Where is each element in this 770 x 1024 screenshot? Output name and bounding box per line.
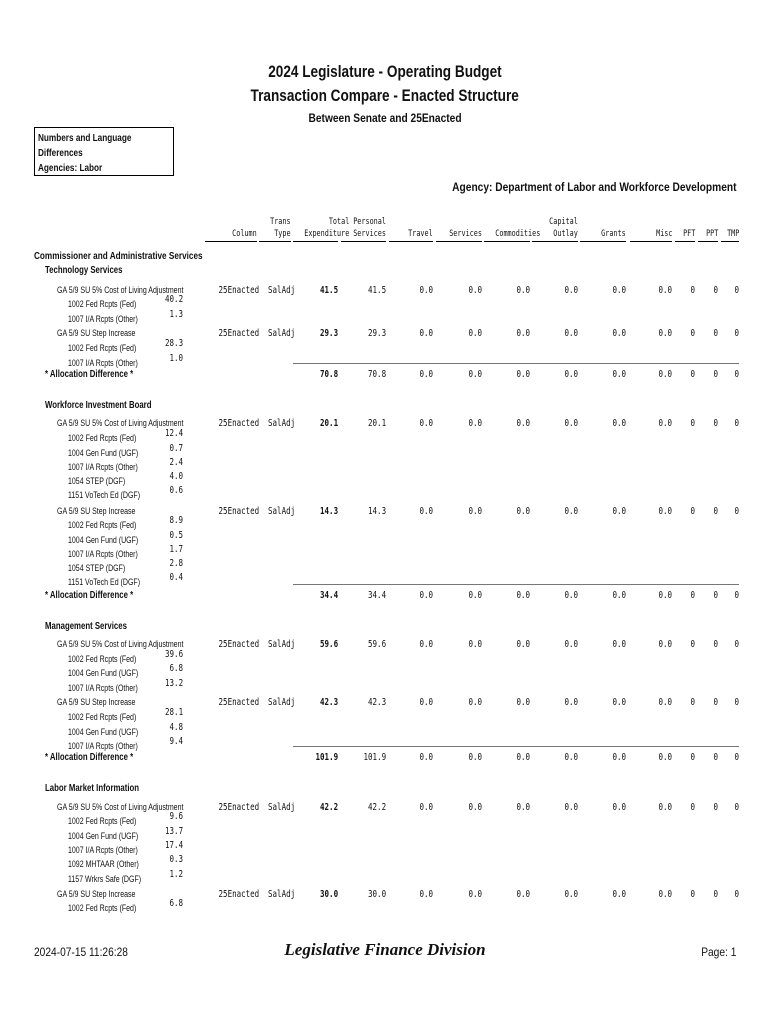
cell-tmp: 0: [734, 889, 739, 900]
allocation-difference-label: * Allocation Difference *: [45, 752, 134, 763]
fund-amount: 12.4: [164, 428, 183, 439]
cell-column: 25Enacted: [218, 697, 260, 708]
cell-pft: 0: [690, 506, 695, 517]
fund-amount: 6.8: [169, 898, 183, 909]
cell-travel: 0.0: [419, 285, 433, 296]
fund-amount: 17.4: [164, 840, 183, 851]
cell-pft: 0: [690, 285, 695, 296]
column-header-column: Column: [205, 228, 257, 242]
cell-misc: 0.0: [658, 889, 672, 900]
footer-division-logo: Legislative Finance Division: [284, 940, 486, 959]
cell-personal: 70.8: [367, 369, 386, 380]
cell-misc: 0.0: [658, 285, 672, 296]
cell-commodities: 0.0: [516, 328, 530, 339]
cell-pft: 0: [690, 418, 695, 429]
cell-travel: 0.0: [419, 590, 433, 601]
transaction-name: GA 5/9 SU Step Increase: [57, 889, 136, 899]
cell-misc: 0.0: [658, 752, 672, 763]
fund-source: 1002 Fed Rcpts (Fed): [68, 433, 137, 443]
fund-source: 1007 I/A Rcpts (Other): [68, 549, 138, 559]
cell-ppt: 0: [713, 639, 718, 650]
cell-travel: 0.0: [419, 418, 433, 429]
allocation-rule: [293, 363, 739, 364]
cell-tmp: 0: [734, 285, 739, 296]
column-header-capital: Capital Outlay: [532, 216, 578, 242]
cell-capital: 0.0: [564, 369, 578, 380]
cell-travel: 0.0: [419, 506, 433, 517]
fund-amount: 28.1: [164, 707, 183, 718]
cell-travel: 0.0: [419, 889, 433, 900]
cell-column: 25Enacted: [218, 506, 260, 517]
column-header-ppt: PPT: [698, 228, 718, 242]
fund-source: 1007 I/A Rcpts (Other): [68, 462, 138, 472]
cell-ppt: 0: [713, 285, 718, 296]
cell-capital: 0.0: [564, 328, 578, 339]
cell-personal: 29.3: [367, 328, 386, 339]
cell-column: 25Enacted: [218, 889, 260, 900]
cell-grants: 0.0: [612, 285, 626, 296]
cell-total: 42.2: [319, 802, 338, 813]
cell-ppt: 0: [713, 328, 718, 339]
column-header-personal: Personal Services: [341, 216, 386, 242]
cell-capital: 0.0: [564, 802, 578, 813]
cell-column: 25Enacted: [218, 418, 260, 429]
fund-amount: 2.8: [169, 558, 183, 569]
cell-misc: 0.0: [658, 369, 672, 380]
fund-source: 1007 I/A Rcpts (Other): [68, 683, 138, 693]
column-header-services: Services: [436, 228, 482, 242]
cell-grants: 0.0: [612, 418, 626, 429]
cell-services: 0.0: [468, 889, 482, 900]
fund-amount: 1.3: [169, 309, 183, 320]
fund-source: 1054 STEP (DGF): [68, 476, 126, 486]
allocation-rule: [293, 746, 739, 747]
cell-pft: 0: [690, 328, 695, 339]
cell-total: 70.8: [319, 369, 338, 380]
fund-amount: 1.2: [169, 869, 183, 880]
cell-commodities: 0.0: [516, 418, 530, 429]
cell-misc: 0.0: [658, 590, 672, 601]
cell-column: 25Enacted: [218, 802, 260, 813]
fund-source: 1002 Fed Rcpts (Fed): [68, 520, 137, 530]
cell-travel: 0.0: [419, 639, 433, 650]
transaction-name: GA 5/9 SU 5% Cost of Living Adjustment: [57, 285, 184, 295]
cell-total: 30.0: [319, 889, 338, 900]
cell-pft: 0: [690, 802, 695, 813]
cell-capital: 0.0: [564, 752, 578, 763]
cell-grants: 0.0: [612, 590, 626, 601]
cell-ppt: 0: [713, 889, 718, 900]
fund-amount: 6.8: [169, 663, 183, 674]
fund-amount: 28.3: [164, 338, 183, 349]
subsection-title: Technology Services: [45, 265, 123, 276]
allocation-difference-label: * Allocation Difference *: [45, 369, 134, 380]
fund-amount: 2.4: [169, 457, 183, 468]
cell-misc: 0.0: [658, 697, 672, 708]
cell-commodities: 0.0: [516, 285, 530, 296]
cell-ppt: 0: [713, 752, 718, 763]
cell-trans-type: SalAdj: [268, 889, 296, 900]
fund-source: 1007 I/A Rcpts (Other): [68, 314, 138, 324]
cell-grants: 0.0: [612, 369, 626, 380]
cell-tmp: 0: [734, 590, 739, 601]
cell-misc: 0.0: [658, 506, 672, 517]
cell-grants: 0.0: [612, 328, 626, 339]
cell-commodities: 0.0: [516, 506, 530, 517]
cell-grants: 0.0: [612, 506, 626, 517]
fund-source: 1151 VoTech Ed (DGF): [68, 490, 141, 500]
cell-tmp: 0: [734, 328, 739, 339]
column-header-tmp: TMP: [721, 228, 739, 242]
fund-source: 1004 Gen Fund (UGF): [68, 727, 139, 737]
cell-grants: 0.0: [612, 639, 626, 650]
column-header-pft: PFT: [675, 228, 695, 242]
cell-trans-type: SalAdj: [268, 802, 296, 813]
fund-amount: 9.4: [169, 736, 183, 747]
fund-source: 1004 Gen Fund (UGF): [68, 831, 139, 841]
cell-tmp: 0: [734, 802, 739, 813]
fund-amount: 0.4: [169, 572, 183, 583]
info-line: Agencies: Labor: [38, 163, 103, 174]
subsection-title: Management Services: [45, 621, 127, 632]
subsection-title: Labor Market Information: [45, 783, 140, 794]
cell-pft: 0: [690, 889, 695, 900]
allocation-difference-label: * Allocation Difference *: [45, 590, 134, 601]
cell-capital: 0.0: [564, 285, 578, 296]
cell-total: 14.3: [319, 506, 338, 517]
column-header-trans: Trans Type: [259, 216, 291, 242]
cell-ppt: 0: [713, 418, 718, 429]
cell-travel: 0.0: [419, 752, 433, 763]
transaction-name: GA 5/9 SU 5% Cost of Living Adjustment: [57, 639, 184, 649]
fund-source: 1007 I/A Rcpts (Other): [68, 741, 138, 751]
cell-total: 42.3: [319, 697, 338, 708]
cell-services: 0.0: [468, 328, 482, 339]
fund-amount: 13.2: [164, 678, 183, 689]
fund-amount: 4.8: [169, 722, 183, 733]
cell-pft: 0: [690, 639, 695, 650]
cell-services: 0.0: [468, 369, 482, 380]
fund-source: 1007 I/A Rcpts (Other): [68, 845, 138, 855]
cell-pft: 0: [690, 590, 695, 601]
cell-pft: 0: [690, 697, 695, 708]
cell-services: 0.0: [468, 752, 482, 763]
cell-trans-type: SalAdj: [268, 506, 296, 517]
info-line: Differences: [38, 148, 83, 159]
fund-amount: 13.7: [164, 826, 183, 837]
cell-travel: 0.0: [419, 802, 433, 813]
cell-services: 0.0: [468, 506, 482, 517]
cell-trans-type: SalAdj: [268, 328, 296, 339]
fund-source: 1004 Gen Fund (UGF): [68, 535, 139, 545]
fund-amount: 0.5: [169, 530, 183, 541]
cell-total: 20.1: [319, 418, 338, 429]
transaction-name: GA 5/9 SU Step Increase: [57, 697, 136, 707]
fund-source: 1004 Gen Fund (UGF): [68, 668, 139, 678]
fund-source: 1002 Fed Rcpts (Fed): [68, 654, 137, 664]
cell-commodities: 0.0: [516, 369, 530, 380]
fund-amount: 39.6: [164, 649, 183, 660]
cell-total: 59.6: [319, 639, 338, 650]
cell-commodities: 0.0: [516, 697, 530, 708]
cell-commodities: 0.0: [516, 590, 530, 601]
cell-travel: 0.0: [419, 328, 433, 339]
transaction-name: GA 5/9 SU Step Increase: [57, 328, 136, 338]
cell-personal: 41.5: [367, 285, 386, 296]
cell-personal: 34.4: [367, 590, 386, 601]
cell-total: 34.4: [319, 590, 338, 601]
cell-capital: 0.0: [564, 697, 578, 708]
cell-tmp: 0: [734, 752, 739, 763]
cell-travel: 0.0: [419, 369, 433, 380]
fund-amount: 8.9: [169, 515, 183, 526]
agency-heading: Agency: Department of Labor and Workforce Development: [451, 180, 736, 194]
report-subtitle-structure: Transaction Compare - Enacted Structure: [250, 86, 520, 105]
transaction-name: GA 5/9 SU 5% Cost of Living Adjustment: [57, 802, 184, 812]
cell-commodities: 0.0: [516, 639, 530, 650]
column-header-grants: Grants: [580, 228, 626, 242]
cell-grants: 0.0: [612, 697, 626, 708]
fund-source: 1054 STEP (DGF): [68, 563, 126, 573]
cell-ppt: 0: [713, 506, 718, 517]
fund-amount: 0.6: [169, 485, 183, 496]
cell-capital: 0.0: [564, 590, 578, 601]
report-title: 2024 Legislature - Operating Budget: [268, 62, 502, 81]
cell-trans-type: SalAdj: [268, 418, 296, 429]
cell-misc: 0.0: [658, 328, 672, 339]
cell-services: 0.0: [468, 590, 482, 601]
cell-column: 25Enacted: [218, 328, 260, 339]
cell-pft: 0: [690, 752, 695, 763]
fund-amount: 1.0: [169, 353, 183, 364]
cell-trans-type: SalAdj: [268, 697, 296, 708]
cell-ppt: 0: [713, 369, 718, 380]
report-comparison: Between Senate and 25Enacted: [308, 111, 462, 125]
cell-services: 0.0: [468, 802, 482, 813]
cell-capital: 0.0: [564, 506, 578, 517]
cell-services: 0.0: [468, 639, 482, 650]
column-header-total: Total Expenditure: [293, 216, 338, 242]
footer-timestamp: 2024-07-15 11:26:28: [34, 945, 128, 959]
fund-amount: 4.0: [169, 471, 183, 482]
cell-tmp: 0: [734, 369, 739, 380]
filter-info-box: [34, 127, 174, 176]
cell-commodities: 0.0: [516, 889, 530, 900]
info-line: Numbers and Language: [38, 133, 132, 144]
allocation-rule: [293, 584, 739, 585]
fund-source: 1092 MHTAAR (Other): [68, 859, 139, 869]
cell-personal: 101.9: [363, 752, 386, 763]
cell-misc: 0.0: [658, 639, 672, 650]
fund-source: 1157 Wrkrs Safe (DGF): [68, 874, 142, 884]
cell-column: 25Enacted: [218, 285, 260, 296]
footer-page-number: Page: 1: [700, 945, 736, 959]
cell-tmp: 0: [734, 639, 739, 650]
fund-source: 1004 Gen Fund (UGF): [68, 448, 139, 458]
cell-grants: 0.0: [612, 889, 626, 900]
cell-tmp: 0: [734, 697, 739, 708]
cell-services: 0.0: [468, 697, 482, 708]
cell-tmp: 0: [734, 418, 739, 429]
fund-source: 1151 VoTech Ed (DGF): [68, 577, 141, 587]
fund-amount: 9.6: [169, 811, 183, 822]
cell-services: 0.0: [468, 418, 482, 429]
cell-total: 101.9: [315, 752, 338, 763]
fund-source: 1002 Fed Rcpts (Fed): [68, 343, 137, 353]
cell-personal: 42.2: [367, 802, 386, 813]
fund-amount: 0.7: [169, 443, 183, 454]
section-title: Commissioner and Administrative Services: [34, 250, 203, 262]
cell-grants: 0.0: [612, 752, 626, 763]
cell-total: 29.3: [319, 328, 338, 339]
cell-ppt: 0: [713, 697, 718, 708]
cell-personal: 20.1: [367, 418, 386, 429]
cell-grants: 0.0: [612, 802, 626, 813]
cell-personal: 14.3: [367, 506, 386, 517]
fund-source: 1002 Fed Rcpts (Fed): [68, 712, 137, 722]
cell-pft: 0: [690, 369, 695, 380]
cell-services: 0.0: [468, 285, 482, 296]
fund-amount: 1.7: [169, 544, 183, 555]
fund-amount: 40.2: [164, 294, 183, 305]
cell-personal: 59.6: [367, 639, 386, 650]
cell-trans-type: SalAdj: [268, 285, 296, 296]
column-header-commodities: Commodities: [484, 228, 530, 242]
fund-source: 1002 Fed Rcpts (Fed): [68, 816, 137, 826]
cell-ppt: 0: [713, 802, 718, 813]
cell-capital: 0.0: [564, 639, 578, 650]
transaction-name: GA 5/9 SU 5% Cost of Living Adjustment: [57, 418, 184, 428]
cell-personal: 30.0: [367, 889, 386, 900]
fund-source: 1007 I/A Rcpts (Other): [68, 358, 138, 368]
fund-source: 1002 Fed Rcpts (Fed): [68, 299, 137, 309]
cell-personal: 42.3: [367, 697, 386, 708]
cell-capital: 0.0: [564, 889, 578, 900]
cell-ppt: 0: [713, 590, 718, 601]
cell-misc: 0.0: [658, 802, 672, 813]
cell-capital: 0.0: [564, 418, 578, 429]
cell-trans-type: SalAdj: [268, 639, 296, 650]
cell-tmp: 0: [734, 506, 739, 517]
column-header-misc: Misc: [630, 228, 672, 242]
cell-commodities: 0.0: [516, 802, 530, 813]
cell-misc: 0.0: [658, 418, 672, 429]
cell-column: 25Enacted: [218, 639, 260, 650]
column-header-travel: Travel: [389, 228, 433, 242]
cell-commodities: 0.0: [516, 752, 530, 763]
subsection-title: Workforce Investment Board: [45, 400, 152, 411]
cell-total: 41.5: [319, 285, 338, 296]
transaction-name: GA 5/9 SU Step Increase: [57, 506, 136, 516]
fund-amount: 0.3: [169, 854, 183, 865]
cell-travel: 0.0: [419, 697, 433, 708]
fund-source: 1002 Fed Rcpts (Fed): [68, 903, 137, 913]
